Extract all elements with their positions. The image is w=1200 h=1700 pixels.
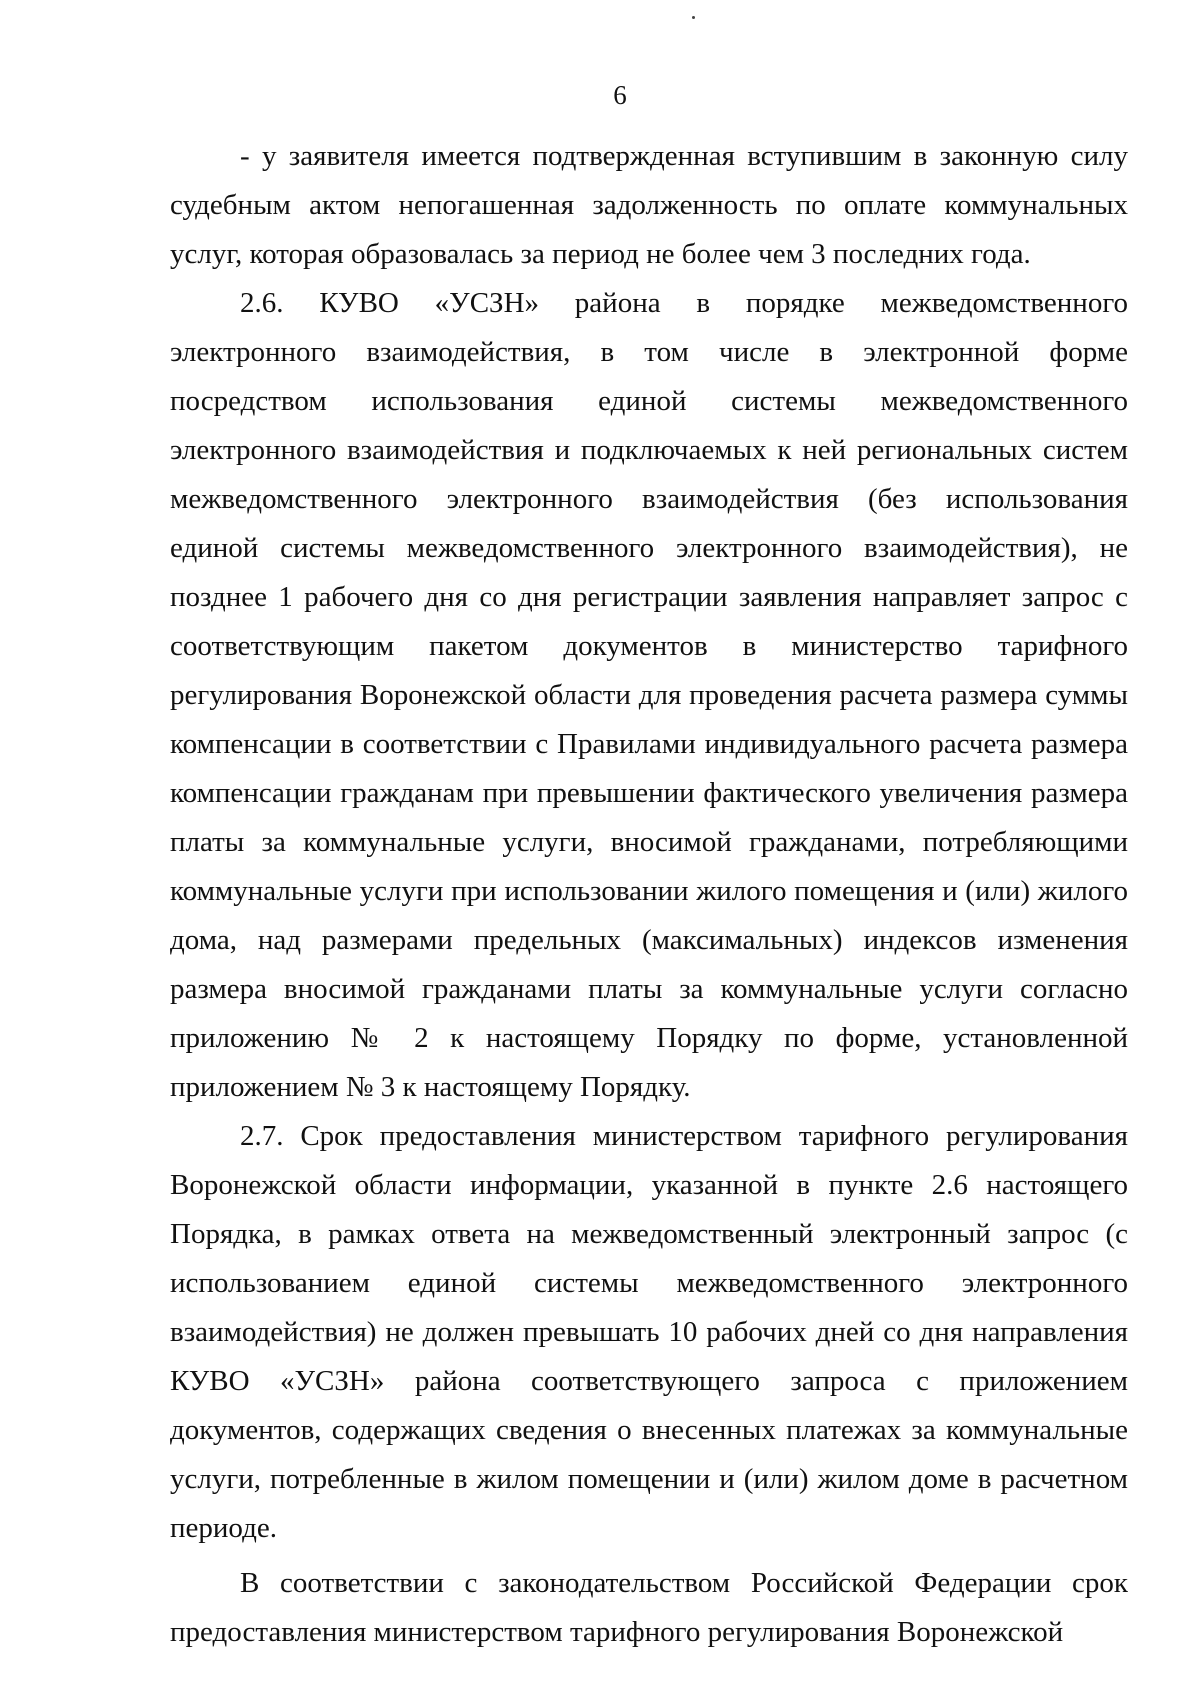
- document-body: [170, 132, 1128, 1657]
- paragraph-legislation: В соответствии с законодательством Российской Федерации срок предоставления министерством тарифного регулирования Воронежской: [170, 1567, 1128, 1648]
- page-number: 6: [613, 80, 627, 110]
- paragraph-2-6: 2.6. КУВО «УСЗН» района в порядке межведомственного электронного взаимодействия, в том числе в электронной форме посредством использования единой системы межведомственного электронного взаимодействия и подключаемых к ней региональных систем межведомственного электронного взаимодействия (без использования единой системы межведомственного электронного взаимодействия), не позднее 1 рабочего дня со дня регистрации заявления направляет запрос с соответствующим пакетом документов в министерство тарифного регулирования Воронежской области для проведения расчета размера суммы компенсации в соответствии с Правилами индивидуального расчета размера компенсации гражданам при превышении фактического увеличения размера платы за коммунальные услуги, вносимой гражданами, потребляющими коммунальные услуги при использовании жилого помещения и (или) жилого дома, над размерами предельных (максимальных) индексов изменения размера вносимой гражданами платы за коммунальные услуги согласно приложению № 2 к настоящему Порядку по форме, установленной приложением № 3 к настоящему Порядку.: [170, 287, 1128, 1103]
- paragraph-2-7: 2.7. Срок предоставления министерством тарифного регулирования Воронежской области информации, указанной в пункте 2.6 настоящего Порядка, в рамках ответа на межведомственный электронный запрос (с использованием единой системы межведомственного электронного взаимодействия) не должен превышать 10 рабочих дней со дня направления КУВО «УСЗН» района соответствующего запроса с приложением документов, содержащих сведения о внесенных платежах за коммунальные услуги, потребленные в жилом помещении и (или) жилом доме в расчетном периоде.: [170, 1120, 1128, 1544]
- scan-artifact-dot: [692, 16, 695, 19]
- paragraph-debt-condition: - у заявителя имеется подтвержденная вступившим в законную силу судебным актом непогашенная задолженность по оплате коммунальных услуг, которая образовалась за период не более чем 3 последних года.: [170, 140, 1128, 270]
